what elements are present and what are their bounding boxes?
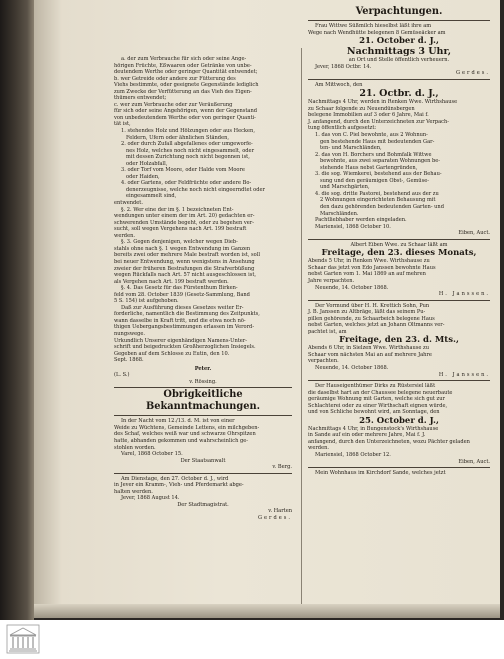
text-line: J. anfangend, durch den Unterzeichneten zur Verpach- [308,118,449,125]
list-line: mit dessen Zurichtung noch nicht begonnen ist, [126,154,250,161]
text-line: deutendem Werthe oder geringer Quantität entwendet; [114,69,258,76]
notice-2-sign: v. Harten [268,508,292,515]
ad-2-items [308,132,490,217]
list-line: Marschländen. [320,210,359,217]
ad-3-place: Neuende, 14. October 1868. [315,284,389,291]
book-binding [0,0,34,659]
text-line: §. 4. Das Gesetz für das Fürstenthum Birken- [121,285,238,292]
ad-1-date: 21. October d. J., [359,36,439,47]
text-line: Wege nach Wendhütte belegenen 8 Gemüseäcker am [308,29,446,36]
list-line: 2. das von H. Borchers und Bohmfalk Wittwe [315,151,432,158]
list-line: und Marschgärten, [320,184,370,191]
text-line: Am Dienstage, den 27. October d. J., wird [121,475,229,482]
divider [308,467,490,468]
text-line: Weide zu Wüchtens, Gemeinde Lettens, ein milchgeben- [114,424,260,431]
text-line: des Schaf, welches weiß war und schwarze Ohrspitzen [114,431,256,438]
text-line: Schaar vom nächsten Mai an auf mehrere Jahre [308,351,432,358]
text-line: J. B. Janssen zu Altbräge, läßt das seinem Pu- [308,309,426,316]
text-line: hatte, abhanden gekommen und wahrscheinlich ge- [114,437,248,444]
intro-paragraph [114,56,292,128]
divider [308,79,490,80]
text-line: tung öffentlich aufgesetzt: [308,125,377,132]
text-line: sucht, soll wegen Vergehens nach Art. 199 bestraft [114,226,247,233]
list-line: den dazu gehörenden bedeutenden Garten- und [320,204,444,211]
text-line: pillen gehörende, zu Schaarbeich belegene Haus [308,315,435,322]
countersign: v. Rössing. [189,378,217,385]
text-line: Abends 5 Uhr, in Renken Wwe. Wirthshause zu [308,258,430,265]
text-line: Nachmittags 4 Uhr, werden in Renken Wwe. Wirthshause [308,99,458,106]
notice-2 [114,476,292,496]
ad-5-date: 25. October d. J., [359,415,439,426]
ad-4-date: Freitage, den 23. d. Mts., [339,335,459,346]
list-line: denerzeugnisse, welche noch nicht eingeerndtet oder [126,186,265,193]
items-list [114,128,292,200]
ad-2-intro: Am Mittwoch, den [315,81,363,88]
text-line: Sept. 1868. [114,357,144,364]
divider [308,239,490,240]
text-line: Nachmittags 4 Uhr, in Bungenstock's Wirthshause [308,425,439,432]
text-line: pachtet ist, am [308,328,347,335]
divider [308,300,490,301]
text-line: bereits zwei oder mehrere Male bestraft worden ist, soll [114,252,260,259]
text-line: in Jever ein Kramm-, Vieh- und Pferdemarkt abge- [114,482,244,489]
ad-3-date: Freitage, den 23. dieses Monats, [321,248,477,259]
list-line: 3. die sog. Wiemkerei, bestehend aus der Behau- [315,171,442,178]
list-line: gen bestehende Haus mit bedeutenden Gar- [320,138,435,145]
text-line: Jahre verpachten. [308,277,355,284]
section-heading: Verpachtungen. [355,6,443,17]
notice-2-sign-2: Gerdes. [257,515,292,521]
text-line: geräumige Wohnung mit Garten, welche sich gut zur [308,396,445,403]
right-column [308,6,490,477]
text-line: hörigen Früchte, Eßwaaren oder Getränke von unbe- [114,62,252,69]
text-line: Daß zur Ausführung dieses Gesetzes weiter Er- [121,304,244,311]
ad-1-tail: an Ort und Stelle öffentlich verheuern. [348,57,450,64]
text-line: Der Hauseigenthümer Dirks zu Rüstersiel läßt [315,383,436,390]
notice-1 [114,418,292,451]
ad-3-body [308,258,490,284]
text-line: zum Zwecke der Verfütterung an das Vieh des Eigen- [114,88,252,95]
ad-2-date-2: Mariensiel, 1868 October 10. [315,223,391,230]
paragraph-4 [114,285,292,305]
divider [114,415,292,416]
text-line: 5 S. 154) ist aufgehoben. [114,298,179,305]
text-line: Schaar das jetzt von Edo Janssen bewohnte Haus [308,264,436,271]
text-line: a. der zum Verbrauche für sich oder seine Ange- [121,56,247,62]
ad-5-place: Mariensiel, 1868 October 12. [315,451,391,458]
text-line: zweier der früheren Bestrafungen die Strafverbüßung [114,265,255,272]
text-line: Schlachterei oder zu einer Wirthschaft eignen würde, [308,402,448,409]
ad-4-sign: H. Janssen. [438,371,490,378]
text-line: wendungen unter einem der im Art. 20) gedachten er- [114,213,255,220]
ad-3-sign: H. Janssen. [438,291,490,298]
page-edge [34,604,500,618]
list-line: 2. oder durch Zufall abgefallenes oder umgeworfe- [121,141,253,148]
text-line: für sich oder seine Angehörigen, wenn der Gegenstand [114,108,257,115]
text-line: thümers entwendet; [114,95,167,102]
text-line: §. 2. Wer eine der im §. 1 bezeichneten Ent- [121,206,234,213]
text-line: Der Vormund über H. H. Krettich Sohn, Pun [315,302,430,309]
text-line: Abends 6 Uhr, in Sielzen Wwe. Wirthshause zu [308,345,429,352]
text-line: von unbedeutendem Werthe oder von geringer Quanti- [114,114,256,121]
text-line: und von Schliche bewohnt wird, am Sonntage, den [308,409,440,416]
text-line: die daselbst hart an der Chaussee belegene neuerbaute [308,389,453,396]
list-line: sung und den geräumigen Obst-, Gemüse- [320,177,429,184]
text-line: §. 3. Gegen denjenigen, welcher wegen Dieb- [121,239,238,246]
notice-1-date: Varel, 1868 October 15. [121,451,183,458]
text-line: nebst Garten vom 1. Mai 1869 an auf mehren [308,271,426,278]
list-line: ten- und Marschländen, [320,145,382,152]
text-line: nebst Garten, welches jetzt an Johann Oltmanns ver- [308,322,445,329]
signature: Peter. [194,365,212,372]
ad-2-sign: Eiben, Auct. [458,230,490,237]
ad-4-body-2 [308,345,490,365]
text-line: belegene Immobilien auf 3 oder 6 Jahre, Mai f. [308,112,429,119]
ad-1-body [308,23,490,36]
ad-1-time: Nachmittags 3 Uhr, [346,46,452,58]
ad-4-place: Neuende, 14. October 1868. [315,364,389,371]
text-line: verpachten. [308,358,339,365]
list-line: 2 Wohnungen eingerichteten Behausung mit [320,197,436,204]
divider [114,473,292,474]
text-line: tät ist, [114,121,131,128]
text-line: bei neuer Entwendung, wenn wenigstens in Ansehung [114,258,255,265]
list-line: bewohnte, aus zwei separaten Wohnungen be- [320,158,441,165]
text-line: wegen Rückfalls nach Art. 57 nicht ausgeschlossen ist, [114,272,256,279]
notice-2-office: Der Stadtmagistrat. [177,501,229,508]
list-line: 1. das von C. Piel bewohnte, aus 2 Wohnun- [315,132,428,139]
paragraph-3 [114,239,292,285]
list-line: Feldern, Ufern oder ähnlichen Ständen, [126,134,229,141]
ad-2-tail: Pachtliebhaber werden eingeladen. [315,217,407,224]
left-column [114,56,292,522]
text-line: feld vom 28. October 1839 (Gesetz-Sammlung, Band [114,291,250,298]
list-line: 4. oder Gartens, oder Feldfrüchte oder andere Bo- [121,180,252,187]
text-line: zu Schaar folgende zu Neuendünsbergen [308,105,415,112]
text-line: schwerenden Umstände begeht, oder zu begehen ver- [114,219,254,226]
list-line: eingesammelt sind, [126,193,177,200]
list-line: 3. oder Torf vom Moore, oder Halde vom Moore [121,167,245,174]
text-line: stohlen worden. [114,444,156,451]
text-line: als Vergehen nach Art. 199 bestraft werden. [114,278,229,285]
text-line: Frau Wittwe Süßmilch hieselbst läßt ihre am [315,23,432,29]
text-line: stahls ohne nach §. 1 wegen Entwendung im Ganzen [114,245,251,252]
ad-3-intro: Albert Eiben Wwe. zu Schaar läßt am [350,241,448,248]
notice-2-date: Jever, 1868 August 14. [121,495,180,502]
ad-4-body [308,303,490,336]
footer-bar [0,620,504,659]
section-heading: Obrigkeitliche Bekanntmachungen. [145,389,261,413]
text-line: werden. [114,232,135,239]
paragraph-2 [114,207,292,240]
text-line: Gegeben auf dem Schlosse zu Eutin, den 10. [114,350,230,357]
ad-5-body [308,383,490,416]
text-line: c. wer zum Verbrauche oder zur Veräußerung [114,101,233,108]
notice-1-sign: v. Berg. [272,464,292,471]
ad-1-sign-2: Gerdes. [455,70,490,77]
seal: (L. S.) [114,372,130,379]
ad-6-body: Mein Wohnhaus im Kirchdorf Sande, welches jetzt [315,470,446,477]
list-line: nes Holz, welches noch nicht eingesammelt, oder [126,147,254,154]
text-line: b. wer Getreide oder andere zur Fütterung des [114,75,236,82]
divider [308,20,490,21]
ad-5-body-2 [308,426,490,452]
text-line: In der Nacht vom 12./13. d. M. ist von einer [121,418,235,425]
text-line: Urkundlich Unserer eigenhändigen Namens-Unter- [114,337,247,344]
notice-1-office: Der Staatsanwalt [180,457,226,464]
ad-1-sign: Jever, 1868 Octbr. 14. [315,63,372,70]
list-line: stehende Haus nebst Gartengründen, [320,164,418,171]
column-divider [301,48,302,604]
text-line: werden. [308,445,329,452]
text-line: nungswege. [114,330,145,337]
text-line: in Sande auf ein oder mehrere Jahre, Mai f. J. [308,432,426,439]
text-line: halten werden. [114,488,153,495]
ad-5-sign: Eiben, Auct. [458,458,490,465]
text-line: forderliche, namentlich die Bestimmung des Zeitpunkts, [114,311,260,318]
text-line: wann dasselbe in Kraft tritt, und die etwa noch nö- [114,317,246,324]
ad-2-date: 21. Octbr. d. J., [359,88,439,100]
divider [114,387,292,388]
text-line: thigen Uebergangsbestimmungen erlassen im Verord- [114,324,255,331]
list-line: 1. stehendes Holz und Hölzungen oder aus Hecken, [121,128,255,135]
list-line: oder Haiden, [126,173,160,180]
text-line: Viehs bestimmte, oder geeignete Gegenstände lediglich [114,82,259,89]
list-line: oder Holzabfall, [126,160,168,167]
library-building-icon [6,624,40,654]
list-line: 4. die sog. dritte Pastorei, bestehend aus der zu [315,190,439,197]
text-line: anfangend, durch den Unterzeichneten, wozu Pächter geladen [308,438,470,445]
ad-2-body [308,99,490,132]
after-items-text: entwendet. [114,200,143,207]
text-line: schrift und beigedruckten Großherzoglichen Insiegels. [114,344,256,351]
divider [308,380,490,381]
paragraph-5 [114,305,292,364]
